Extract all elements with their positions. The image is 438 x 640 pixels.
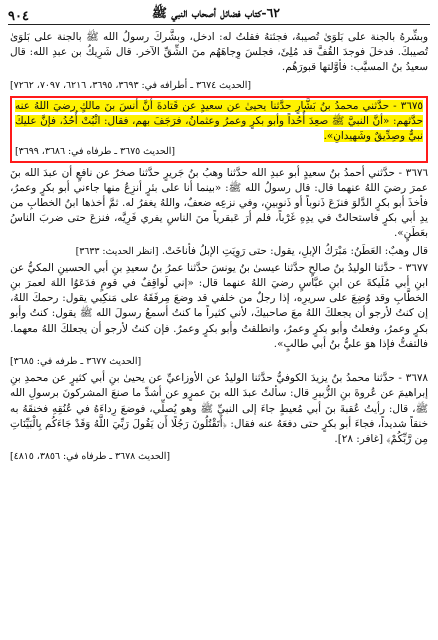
hadith-3677-ref: [الحديث ٣٦٧٧ ـ طرفه في: ٣٦٨٥] (10, 356, 142, 368)
page-body (10, 30, 428, 636)
chapter-title: ٦٢-كتاب فضائل أصحاب النبي ﷺ (151, 5, 280, 20)
page-header (8, 6, 430, 25)
hadith-3675-text: ٣٦٧٥ - حدَّثني محمدُ بنُ بَشَّارٍ حدَّثنا يحيىٰ عن سعيدٍ عن قَتادةَ أنَّ أنسَ بنَ مالكٍ رضيَ اللهُ عنه حدَّثهم: «أنَّ النبيَّ ﷺ صعِدَ أُحُداً وأبو بكرٍ وعمرُ وعثمانُ، فرَجَفَ بهم، فقال: اثْبُتْ أُحُدُ، فإنَّ عليكَ نبيٌّ وصِدِّيقٌ وشَهيدانِ». (15, 99, 423, 143)
hadith-3678-ref: [الحديث ٣٦٧٨ ـ طرفاه في: ٣٨٥٦، ٤٨١٥] (10, 451, 171, 463)
highlight-box-hadith-3675 (10, 96, 428, 163)
hadith-3676-note (10, 244, 428, 259)
hadith-3674-end: وبشِّرهُ بالجنة على بَلوَىٰ تُصيبهُ، فجئتهُ فقلتُ له: ادخل، وبشَّركَ رسولُ الله ﷺ بالجنة على بَلوَىٰ تُصيبكَ. فدخلَ فوجدَ القُفَّ قد مُلِئَ، فجلسَ وِجاهَهُم منَ الشِّقِّ الآخر. قال شَرِيكُ بن عبدِ الله: قال سعيدُ بنُ المسيَّب: فأوَّلتها قبورَهُم. (10, 31, 428, 74)
hadith-3675-ref: [الحديث ٣٦٧٥ ـ طرفاه في: ٣٦٨٦، ٣٦٩٩] (15, 146, 176, 158)
hadith-3678-text: ٣٦٧٨ - حدَّثنا محمدُ بنُ يزيدَ الكوفيُّ حدَّثنا الوليدُ عن الأوزاعيِّ عن يحيىٰ بنِ أبي كثيرٍ عن محمدِ بنِ إبراهيمَ عن عُروةَ بنِ الزُّبيرِ قال: سألتُ عبدَ الله بنَ عمرٍو عن أشدِّ ما صنعَ المشركونَ برسولِ الله ﷺ، قال: رأيتُ عُقبةَ بنَ أبي مُعيطٍ جاءَ إلى النبيِّ ﷺ وهو يُصلِّي، فوضعَ رِداءَهُ في عُنُقِهِ فخنقَهُ به خنقاً شديداً، فجاءَ أبو بكرٍ حتى دفعَهُ عنه فقال: ﴿أَتَقْتُلُونَ رَجُلًا أَن يَقُولَ رَبِّيَ اللَّهُ وَقَدْ جَاءَكُم بِالْبَيِّنَاتِ مِن رَّبِّكُمْ﴾ [غافر: ٢٨]. (10, 372, 428, 446)
hadith-3676-note-text: قال وهبٌ: العَطَنُ: مَبْرَكُ الإبلِ، يقول: حتى رَوِيَتِ الإبلُ فأناخَتْ. (161, 244, 428, 257)
page-number: ٩٠٤ (8, 9, 29, 24)
hadith-3677-text: ٣٦٧٧ - حدَّثنا الوليدُ بنُ صالحٍ حدَّثنا عيسىٰ بنُ يونسَ حدَّثنا عمرُ بنُ سعيدِ بنِ أبي الحسينِ المكيُّ عن ابنِ أبي مُلَيكةَ عن ابنِ عبَّاسٍ رضيَ اللهُ عنهما قال: «إني لَواقِفٌ في قومٍ فدَعَوُا اللهَ لعمرَ بنِ الخطَّابِ وقد وُضِعَ على سريرِه، إذا رجلٌ من خلفي قد وضعَ مِرفَقَهُ على مَنكِبي يقول: رحمكَ اللهُ، إن كنتُ لأرجو أن يجعلكَ اللهُ معَ صاحبيكَ، لأني كثيراً ما كنتُ أسمعُ رسولَ الله ﷺ يقول: كنتُ وأبو بكرٍ وعمرُ، وفعلتُ وأبو بكرٍ وعمرُ، وانطلقتُ وأبو بكرٍ وعمرُ. فإن كنتُ لأرجو أن يجعلكَ اللهُ معهما. فالتفتُّ فإذا هوَ عليُّ بنُ أبي طالبٍ». (10, 261, 428, 350)
hadith-3674-ref: [الحديث ٣٦٧٤ ـ أطرافه في: ٣٦٩٣، ٣٦٩٥، ٦٢١٦، ٧٠٩٧، ٧٢٦٢] (10, 79, 252, 91)
hadith-3676-note-ref: [انظر الحديث: ٣٦٣٣] (75, 245, 159, 257)
hadith-3676-text: ٣٦٧٦ - حدَّثني أحمدُ بنُ سعيدٍ أبو عبدِ الله حدَّثنا وهبُ بنُ جَريرٍ حدَّثنا صخرٌ عن نافعٍ أن عبدَ الله بنَ عمرَ رضيَ اللهُ عنهما قال: قال رسولُ الله ﷺ: «بينما أنا على بئرٍ أنزِعُ منها جاءني أبو بكرٍ وعمرُ، فأخذَ أبو بكرٍ الدَّلوَ فنزَعَ ذَنوباً أو ذَنوبينِ، وفي نزعِه ضعفٌ، واللهُ يغفرُ له. ثمَّ أخذها ابنُ الخطابِ من يدِ أبي بكرٍ فاستحالتْ في يدِهِ غَرْباً، فلم أرَ عَبقرياً منَ الناسِ يفري فَرِيَّه، فنزعَ حتى ضربَ الناسُ بعَطَنٍ». (10, 166, 428, 240)
